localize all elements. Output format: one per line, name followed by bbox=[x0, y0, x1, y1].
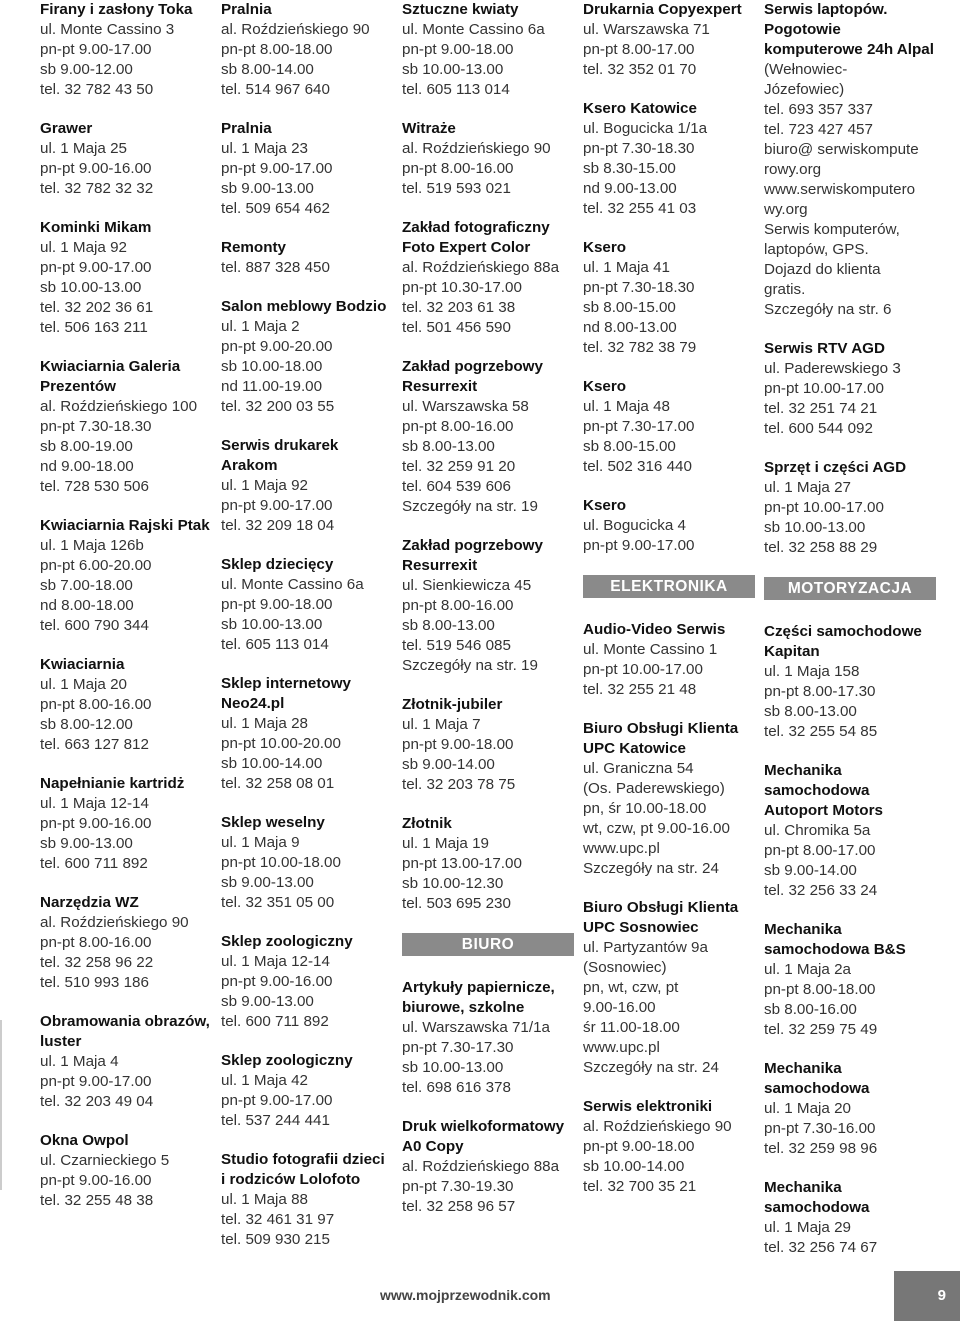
listing-detail: tel. 32 352 01 70 bbox=[583, 61, 697, 78]
listing-entry bbox=[221, 238, 393, 278]
listing-name: Kwiaciarnia bbox=[40, 656, 125, 673]
listing-entry bbox=[583, 0, 755, 80]
listing-detail: pn-pt 7.30-19.30 bbox=[402, 1178, 514, 1195]
listing-detail: nd 9.00-13.00 bbox=[583, 180, 677, 197]
listing-name: Ksero Katowice bbox=[583, 100, 697, 117]
listing-detail: pn-pt 7.30-18.30 bbox=[40, 418, 152, 435]
listing-detail: ul. Bogucicka 1/1a bbox=[583, 120, 708, 137]
listing-name: Serwis drukarek Arakom bbox=[221, 437, 339, 474]
listing-detail: sb 9.00-13.00 bbox=[221, 180, 314, 197]
listing-entry bbox=[221, 436, 393, 536]
listing-name: Sklep internetowy Neo24.pl bbox=[221, 675, 351, 712]
listing-detail: ul. 1 Maja 88 bbox=[221, 1191, 308, 1208]
listing-name: Okna Owpol bbox=[40, 1132, 129, 1149]
listing-detail: tel. 32 259 91 20 bbox=[402, 458, 516, 475]
listing-name: Napełnianie kartridż bbox=[40, 775, 185, 792]
listing-detail: ul. 1 Maja 48 bbox=[583, 398, 670, 415]
listing-detail: tel. 887 328 450 bbox=[221, 259, 330, 276]
listing-name: Pralnia bbox=[221, 1, 272, 18]
listing-entry bbox=[221, 119, 393, 219]
listing-entry bbox=[40, 893, 212, 993]
listing-detail: tel. 32 258 88 29 bbox=[764, 539, 878, 556]
listing-detail: tel. 698 616 378 bbox=[402, 1079, 511, 1096]
listing-entry bbox=[221, 1051, 393, 1131]
listing-detail: pn-pt 10.30-17.00 bbox=[402, 279, 522, 296]
listing-detail: tel. 32 351 05 00 bbox=[221, 894, 335, 911]
listing-detail: tel. 503 695 230 bbox=[402, 895, 511, 912]
listing-detail: pn-pt 9.00-18.00 bbox=[402, 41, 514, 58]
listing-detail: ul. Monte Cassino 1 bbox=[583, 641, 718, 658]
listing-detail: pn-pt 10.00-17.00 bbox=[764, 380, 884, 397]
listing-name: Złotnik bbox=[402, 815, 452, 832]
listing-detail: pn-pt 9.00-16.00 bbox=[40, 160, 152, 177]
listing-detail: Szczegóły na str. 19 bbox=[402, 657, 538, 674]
listing-detail: pn-pt 9.00-16.00 bbox=[221, 973, 333, 990]
listing-detail: ul. 1 Maja 19 bbox=[402, 835, 489, 852]
listing-detail: pn-pt 8.00-18.00 bbox=[221, 41, 333, 58]
listing-detail: sb 10.00-18.00 bbox=[221, 358, 323, 375]
listing-entry bbox=[40, 357, 212, 497]
listing-detail: tel. 506 163 211 bbox=[40, 319, 148, 336]
listing-detail: tel. 537 244 441 bbox=[221, 1112, 330, 1129]
listing-entry bbox=[583, 496, 755, 556]
listing-name: Sztuczne kwiaty bbox=[402, 1, 519, 18]
listing-detail: pn-pt 9.00-16.00 bbox=[40, 815, 152, 832]
listing-name: Biuro Obsługi Klienta UPC Sosnowiec bbox=[583, 899, 739, 936]
listing-detail: pn-pt 13.00-17.00 bbox=[402, 855, 522, 872]
listing-detail: (Os. Paderewskiego) bbox=[583, 780, 725, 797]
listing-entry bbox=[40, 1012, 212, 1112]
listing-detail: wt, czw, pt 9.00-16.00 bbox=[583, 820, 730, 837]
listing-detail: al. Roździeńskiego 100 bbox=[40, 398, 198, 415]
listing-detail: ul. Bogucicka 4 bbox=[583, 517, 686, 534]
listing-name: Zakład fotograficzny Foto Expert Color bbox=[402, 219, 550, 256]
listing-detail: tel. 32 461 31 97 bbox=[221, 1211, 335, 1228]
listing-detail: ul. Warszawska 58 bbox=[402, 398, 529, 415]
listing-name: Mechanika samochodowa B&S bbox=[764, 921, 906, 958]
listing-entry bbox=[221, 932, 393, 1032]
listing-entry bbox=[402, 814, 574, 914]
listing-detail: pn-pt 8.00-17.00 bbox=[583, 41, 695, 58]
listing-detail: pn-pt 9.00-17.00 bbox=[221, 1092, 333, 1109]
listing-detail: pn-pt 9.00-20.00 bbox=[221, 338, 333, 355]
listing-detail: (Wełnowiec- bbox=[764, 61, 848, 78]
listing-entry bbox=[221, 297, 393, 417]
listing-detail: pn-pt 8.00-16.00 bbox=[402, 418, 514, 435]
listing-detail: sb 8.00-16.00 bbox=[764, 1001, 857, 1018]
listing-detail: sb 10.00-13.00 bbox=[764, 519, 866, 536]
listing-entry bbox=[221, 0, 393, 100]
listing-detail: tel. 509 930 215 bbox=[221, 1231, 330, 1248]
listing-entry bbox=[764, 622, 936, 742]
listing-detail: tel. 600 544 092 bbox=[764, 420, 873, 437]
listing-detail: tel. 32 203 61 38 bbox=[402, 299, 516, 316]
listing-entry bbox=[40, 0, 212, 100]
listing-entry bbox=[764, 761, 936, 901]
listing-detail: ul. Chromika 5a bbox=[764, 822, 871, 839]
listing-name: Zakład pogrzebowy Resurrexit bbox=[402, 358, 543, 395]
listing-detail: nd 8.00-18.00 bbox=[40, 597, 134, 614]
listing-detail: ul. 1 Maja 25 bbox=[40, 140, 127, 157]
listing-detail: www.serwiskomputero bbox=[764, 181, 916, 198]
listing-name: Sklep zoologiczny bbox=[221, 933, 353, 950]
listing-detail: sb 10.00-14.00 bbox=[221, 755, 323, 772]
listing-detail: sb 8.00-12.00 bbox=[40, 716, 133, 733]
listing-detail: tel. 32 200 03 55 bbox=[221, 398, 335, 415]
listing-detail: tel. 32 259 75 49 bbox=[764, 1021, 878, 1038]
listing-detail: ul. 1 Maja 27 bbox=[764, 479, 851, 496]
listing-detail: tel. 32 255 54 85 bbox=[764, 723, 878, 740]
listing-detail: ul. Sienkiewicza 45 bbox=[402, 577, 532, 594]
listing-detail: al. Roździeńskiego 88a bbox=[402, 1158, 560, 1175]
listing-detail: ul. Graniczna 54 bbox=[583, 760, 694, 777]
listing-detail: sb 10.00-13.00 bbox=[221, 616, 323, 633]
listing-detail: pn-pt 9.00-17.00 bbox=[40, 259, 152, 276]
listing-detail: pn-pt 9.00-17.00 bbox=[40, 41, 152, 58]
section-header-elektronika: ELEKTRONIKA bbox=[583, 575, 755, 598]
listing-detail: sb 9.00-13.00 bbox=[221, 874, 314, 891]
listing-detail: tel. 32 209 18 04 bbox=[221, 517, 335, 534]
listing-name: Serwis RTV AGD bbox=[764, 340, 885, 357]
column-5 bbox=[764, 0, 936, 1277]
listing-detail: pn-pt 10.00-17.00 bbox=[583, 661, 703, 678]
listing-detail: pn-pt 7.30-17.00 bbox=[583, 418, 695, 435]
listing-entry bbox=[764, 1059, 936, 1159]
listing-detail: śr 11.00-18.00 bbox=[583, 1019, 680, 1036]
listing-detail: Szczegóły na str. 24 bbox=[583, 860, 719, 877]
listing-detail: tel. 32 258 96 57 bbox=[402, 1198, 516, 1215]
listing-detail: pn-pt 8.00-16.00 bbox=[40, 934, 152, 951]
listing-detail: tel. 519 593 021 bbox=[402, 180, 511, 197]
listing-detail: pn-pt 10.00-18.00 bbox=[221, 854, 341, 871]
listing-detail: tel. 32 782 43 50 bbox=[40, 81, 154, 98]
listing-detail: sb 9.00-12.00 bbox=[40, 61, 133, 78]
listing-detail: Szczegóły na str. 19 bbox=[402, 498, 538, 515]
listing-detail: ul. 1 Maja 158 bbox=[764, 663, 860, 680]
listing-detail: www.upc.pl bbox=[583, 1039, 660, 1056]
listing-entry bbox=[583, 1097, 755, 1197]
listing-detail: sb 9.00-14.00 bbox=[764, 862, 857, 879]
listing-detail: ul. 1 Maja 92 bbox=[221, 477, 308, 494]
listing-detail: rowy.org bbox=[764, 161, 822, 178]
listing-name: Sklep dziecięcy bbox=[221, 556, 334, 573]
listing-name: Kwiaciarnia Galeria Prezentów bbox=[40, 358, 181, 395]
listing-detail: Szczegóły na str. 6 bbox=[764, 301, 892, 318]
listing-detail: sb 9.00-13.00 bbox=[221, 993, 314, 1010]
listing-entry bbox=[583, 238, 755, 358]
listing-detail: sb 10.00-13.00 bbox=[402, 61, 504, 78]
listing-detail: tel. 32 202 36 61 bbox=[40, 299, 154, 316]
listing-detail: pn-pt 9.00-18.00 bbox=[402, 736, 514, 753]
listing-detail: pn-pt 8.00-17.30 bbox=[764, 683, 876, 700]
listing-detail: tel. 501 456 590 bbox=[402, 319, 511, 336]
listing-detail: Serwis komputerów, bbox=[764, 221, 900, 238]
listing-name: Obramowania obrazów, luster bbox=[40, 1013, 210, 1050]
listing-name: Kominki Mikam bbox=[40, 219, 152, 236]
column-3 bbox=[402, 0, 574, 1236]
listing-entry bbox=[402, 357, 574, 517]
listing-name: Złotnik-jubiler bbox=[402, 696, 503, 713]
listing-detail: tel. 693 357 337 bbox=[764, 101, 873, 118]
listing-detail: tel. 32 256 33 24 bbox=[764, 882, 878, 899]
listing-name: Ksero bbox=[583, 239, 627, 256]
listing-detail: pn-pt 9.00-17.00 bbox=[221, 160, 333, 177]
listing-entry bbox=[402, 978, 574, 1098]
listing-detail: Dojazd do klienta bbox=[764, 261, 881, 278]
listing-entry bbox=[221, 1150, 393, 1250]
listing-name: Sklep weselny bbox=[221, 814, 325, 831]
listing-detail: ul. Monte Cassino 6a bbox=[402, 21, 545, 38]
listing-detail: ul. Paderewskiego 3 bbox=[764, 360, 901, 377]
listing-detail: ul. Warszawska 71/1a bbox=[402, 1019, 550, 1036]
listing-detail: sb 10.00-14.00 bbox=[583, 1158, 685, 1175]
listing-detail: pn-pt 10.00-20.00 bbox=[221, 735, 341, 752]
listing-detail: pn-pt 10.00-17.00 bbox=[764, 499, 884, 516]
listing-name: Ksero bbox=[583, 378, 627, 395]
listing-detail: al. Roździeńskiego 90 bbox=[583, 1118, 732, 1135]
listing-entry bbox=[583, 719, 755, 879]
listing-detail: ul. 1 Maja 28 bbox=[221, 715, 308, 732]
listing-detail: laptopów, GPS. bbox=[764, 241, 869, 258]
listing-detail: pn-pt 7.30-17.30 bbox=[402, 1039, 514, 1056]
listing-detail: tel. 32 258 08 01 bbox=[221, 775, 335, 792]
listing-detail: pn-pt 9.00-17.00 bbox=[583, 537, 695, 554]
listing-entry bbox=[583, 377, 755, 477]
listing-detail: nd 11.00-19.00 bbox=[221, 378, 323, 395]
listing-name: Firany i zasłony Toka bbox=[40, 1, 193, 18]
listing-name: Druk wielkoformatowy A0 Copy bbox=[402, 1118, 565, 1155]
listing-name: Biuro Obsługi Klienta UPC Katowice bbox=[583, 720, 739, 757]
listing-name: Witraże bbox=[402, 120, 456, 137]
listing-entry bbox=[583, 620, 755, 700]
listing-detail: ul. 1 Maja 41 bbox=[583, 259, 670, 276]
listing-detail: tel. 32 255 41 03 bbox=[583, 200, 697, 217]
listing-detail: pn-pt 8.00-17.00 bbox=[764, 842, 876, 859]
listing-detail: sb 10.00-12.30 bbox=[402, 875, 504, 892]
listing-detail: tel. 514 967 640 bbox=[221, 81, 330, 98]
listing-detail: al. Roździeńskiego 90 bbox=[402, 140, 551, 157]
listing-detail: pn-pt 7.30-18.30 bbox=[583, 140, 695, 157]
listing-detail: pn-pt 9.00-18.00 bbox=[221, 596, 333, 613]
listing-entry bbox=[221, 674, 393, 794]
listing-detail: ul. 1 Maja 7 bbox=[402, 716, 481, 733]
listing-detail: sb 8.00-15.00 bbox=[583, 438, 676, 455]
listing-entry bbox=[402, 1117, 574, 1217]
listing-detail: tel. 32 782 38 79 bbox=[583, 339, 697, 356]
listing-detail: tel. 32 782 32 32 bbox=[40, 180, 154, 197]
listing-detail: pn-pt 8.00-16.00 bbox=[402, 597, 514, 614]
listing-name: Studio fotografii dzieci i rodziców Lolofoto bbox=[221, 1151, 385, 1188]
listing-detail: tel. 32 259 98 96 bbox=[764, 1140, 878, 1157]
listing-detail: tel. 509 654 462 bbox=[221, 200, 330, 217]
listing-detail: tel. 604 539 606 bbox=[402, 478, 511, 495]
listing-detail: tel. 510 993 186 bbox=[40, 974, 149, 991]
listing-detail: ul. 1 Maja 42 bbox=[221, 1072, 308, 1089]
listing-entry bbox=[764, 1178, 936, 1258]
listing-detail: pn-pt 9.00-18.00 bbox=[583, 1138, 695, 1155]
listing-detail: tel. 600 711 892 bbox=[221, 1013, 329, 1030]
listing-entry bbox=[583, 898, 755, 1078]
listing-detail: Józefowiec) bbox=[764, 81, 845, 98]
listing-entry bbox=[221, 555, 393, 655]
listing-detail: pn-pt 9.00-16.00 bbox=[40, 1172, 152, 1189]
listing-detail: ul. Monte Cassino 6a bbox=[221, 576, 364, 593]
listing-name: Mechanika samochodowa Autoport Motors bbox=[764, 762, 883, 819]
listing-detail: pn-pt 9.00-17.00 bbox=[221, 497, 333, 514]
listing-detail: (Sosnowiec) bbox=[583, 959, 667, 976]
listing-detail: tel. 723 427 457 bbox=[764, 121, 873, 138]
listing-detail: ul. 1 Maja 12-14 bbox=[40, 795, 149, 812]
listing-detail: ul. 1 Maja 23 bbox=[221, 140, 308, 157]
column-2 bbox=[221, 0, 393, 1269]
listing-name: Narzędzia WZ bbox=[40, 894, 139, 911]
listing-detail: ul. Czarnieckiego 5 bbox=[40, 1152, 170, 1169]
listing-entry bbox=[402, 536, 574, 676]
margin-rule bbox=[0, 1020, 2, 1190]
listing-name: Artykuły papiernicze, biurowe, szkolne bbox=[402, 979, 555, 1016]
listing-detail: ul. 1 Maja 126b bbox=[40, 537, 144, 554]
listing-name: Sklep zoologiczny bbox=[221, 1052, 353, 1069]
listing-detail: sb 8.00-13.00 bbox=[402, 617, 495, 634]
listing-detail: tel. 32 251 74 21 bbox=[764, 400, 878, 417]
listing-detail: tel. 605 113 014 bbox=[402, 81, 510, 98]
listing-detail: pn-pt 8.00-16.00 bbox=[40, 696, 152, 713]
listing-detail: tel. 728 530 506 bbox=[40, 478, 149, 495]
listing-name: Serwis laptopów. Pogotowie komputerowe 24h Alpal bbox=[764, 1, 934, 58]
listing-entry bbox=[40, 516, 212, 636]
listing-detail: biuro@ serwiskompute bbox=[764, 141, 919, 158]
footer-url[interactable]: www.mojprzewodnik.com bbox=[380, 1287, 551, 1303]
listing-detail: pn-pt 7.30-16.00 bbox=[764, 1120, 876, 1137]
listing-name: Pralnia bbox=[221, 120, 272, 137]
listing-detail: al. Roździeńskiego 90 bbox=[40, 914, 189, 931]
listing-detail: sb 7.00-18.00 bbox=[40, 577, 133, 594]
listing-entry bbox=[764, 458, 936, 558]
listing-detail: pn, wt, czw, pt bbox=[583, 979, 679, 996]
listing-detail: sb 8.00-13.00 bbox=[764, 703, 857, 720]
listing-detail: sb 8.00-13.00 bbox=[402, 438, 495, 455]
listing-detail: pn-pt 9.00-17.00 bbox=[40, 1073, 152, 1090]
listing-detail: ul. 1 Maja 20 bbox=[40, 676, 127, 693]
listing-entry bbox=[40, 1131, 212, 1211]
listing-detail: ul. 1 Maja 20 bbox=[764, 1100, 851, 1117]
listing-name: Salon meblowy Bodzio bbox=[221, 298, 387, 315]
section-header-biuro: BIURO bbox=[402, 933, 574, 956]
listing-detail: Szczegóły na str. 24 bbox=[583, 1059, 719, 1076]
listing-detail: tel. 605 113 014 bbox=[221, 636, 329, 653]
listing-detail: sb 8.00-19.00 bbox=[40, 438, 133, 455]
listing-detail: ul. 1 Maja 92 bbox=[40, 239, 127, 256]
listing-detail: nd 9.00-18.00 bbox=[40, 458, 134, 475]
listing-entry bbox=[40, 655, 212, 755]
listing-detail: tel. 32 203 78 75 bbox=[402, 776, 516, 793]
listing-entry bbox=[764, 920, 936, 1040]
listing-detail: nd 8.00-13.00 bbox=[583, 319, 677, 336]
listing-detail: gratis. bbox=[764, 281, 806, 298]
listing-detail: ul. Partyzantów 9a bbox=[583, 939, 708, 956]
listing-detail: ul. Monte Cassino 3 bbox=[40, 21, 175, 38]
listing-detail: pn-pt 6.00-20.00 bbox=[40, 557, 152, 574]
listing-detail: tel. 32 203 49 04 bbox=[40, 1093, 154, 1110]
listing-detail: al. Roździeńskiego 88a bbox=[402, 259, 560, 276]
page-number: 9 bbox=[894, 1271, 960, 1321]
listing-name: Grawer bbox=[40, 120, 93, 137]
listing-detail: sb 8.00-15.00 bbox=[583, 299, 676, 316]
listing-name: Ksero bbox=[583, 497, 627, 514]
listing-entry bbox=[40, 218, 212, 338]
listing-name: Części samochodowe Kapitan bbox=[764, 623, 922, 660]
listing-name: Mechanika samochodowa bbox=[764, 1179, 870, 1216]
listing-detail: tel. 32 700 35 21 bbox=[583, 1178, 697, 1195]
listing-name: Zakład pogrzebowy Resurrexit bbox=[402, 537, 543, 574]
listing-detail: pn-pt 8.00-18.00 bbox=[764, 981, 876, 998]
listing-detail: ul. 1 Maja 29 bbox=[764, 1219, 851, 1236]
listing-entry bbox=[402, 0, 574, 100]
listing-name: Kwiaciarnia Rajski Ptak bbox=[40, 517, 210, 534]
section-header-motoryzacja: MOTORYZACJA bbox=[764, 577, 936, 600]
listing-detail: tel. 32 256 74 67 bbox=[764, 1239, 878, 1256]
listing-detail: tel. 32 255 21 48 bbox=[583, 681, 697, 698]
listing-detail: tel. 519 546 085 bbox=[402, 637, 511, 654]
listing-detail: tel. 502 316 440 bbox=[583, 458, 692, 475]
column-4 bbox=[583, 0, 755, 1216]
listing-detail: sb 9.00-14.00 bbox=[402, 756, 495, 773]
listing-detail: tel. 32 258 96 22 bbox=[40, 954, 154, 971]
listing-entry bbox=[764, 0, 936, 320]
listing-detail: tel. 32 255 48 38 bbox=[40, 1192, 154, 1209]
listing-detail: www.upc.pl bbox=[583, 840, 660, 857]
listing-detail: pn, śr 10.00-18.00 bbox=[583, 800, 707, 817]
listing-detail: sb 9.00-13.00 bbox=[40, 835, 133, 852]
listing-detail: pn-pt 7.30-18.30 bbox=[583, 279, 695, 296]
listing-entry bbox=[583, 99, 755, 219]
listing-detail: pn-pt 8.00-16.00 bbox=[402, 160, 514, 177]
listing-detail: 9.00-16.00 bbox=[583, 999, 656, 1016]
listing-detail: ul. Warszawska 71 bbox=[583, 21, 710, 38]
listing-detail: sb 10.00-13.00 bbox=[40, 279, 142, 296]
listing-name: Remonty bbox=[221, 239, 286, 256]
listing-detail: ul. 1 Maja 2 bbox=[221, 318, 300, 335]
listing-name: Audio-Video Serwis bbox=[583, 621, 726, 638]
listing-name: Serwis elektroniki bbox=[583, 1098, 713, 1115]
listing-detail: sb 8.00-14.00 bbox=[221, 61, 314, 78]
listing-detail: ul. 1 Maja 9 bbox=[221, 834, 300, 851]
listing-entry bbox=[764, 339, 936, 439]
listing-name: Drukarnia Copyexpert bbox=[583, 1, 742, 18]
listing-detail: wy.org bbox=[764, 201, 808, 218]
column-1 bbox=[40, 0, 212, 1230]
listing-entry bbox=[40, 119, 212, 199]
listing-entry bbox=[402, 119, 574, 199]
listing-detail: ul. 1 Maja 12-14 bbox=[221, 953, 330, 970]
listing-detail: tel. 663 127 812 bbox=[40, 736, 149, 753]
listing-detail: sb 8.30-15.00 bbox=[583, 160, 676, 177]
listing-entry bbox=[402, 218, 574, 338]
listing-name: Mechanika samochodowa bbox=[764, 1060, 870, 1097]
listing-entry bbox=[40, 774, 212, 874]
listing-detail: ul. 1 Maja 2a bbox=[764, 961, 851, 978]
listing-detail: tel. 600 711 892 bbox=[40, 855, 148, 872]
listing-detail: al. Roździeńskiego 90 bbox=[221, 21, 370, 38]
listing-detail: sb 10.00-13.00 bbox=[402, 1059, 504, 1076]
listing-entry bbox=[221, 813, 393, 913]
listing-name: Sprzęt i części AGD bbox=[764, 459, 907, 476]
listing-detail: ul. 1 Maja 4 bbox=[40, 1053, 119, 1070]
listing-entry bbox=[402, 695, 574, 795]
listing-detail: tel. 600 790 344 bbox=[40, 617, 149, 634]
